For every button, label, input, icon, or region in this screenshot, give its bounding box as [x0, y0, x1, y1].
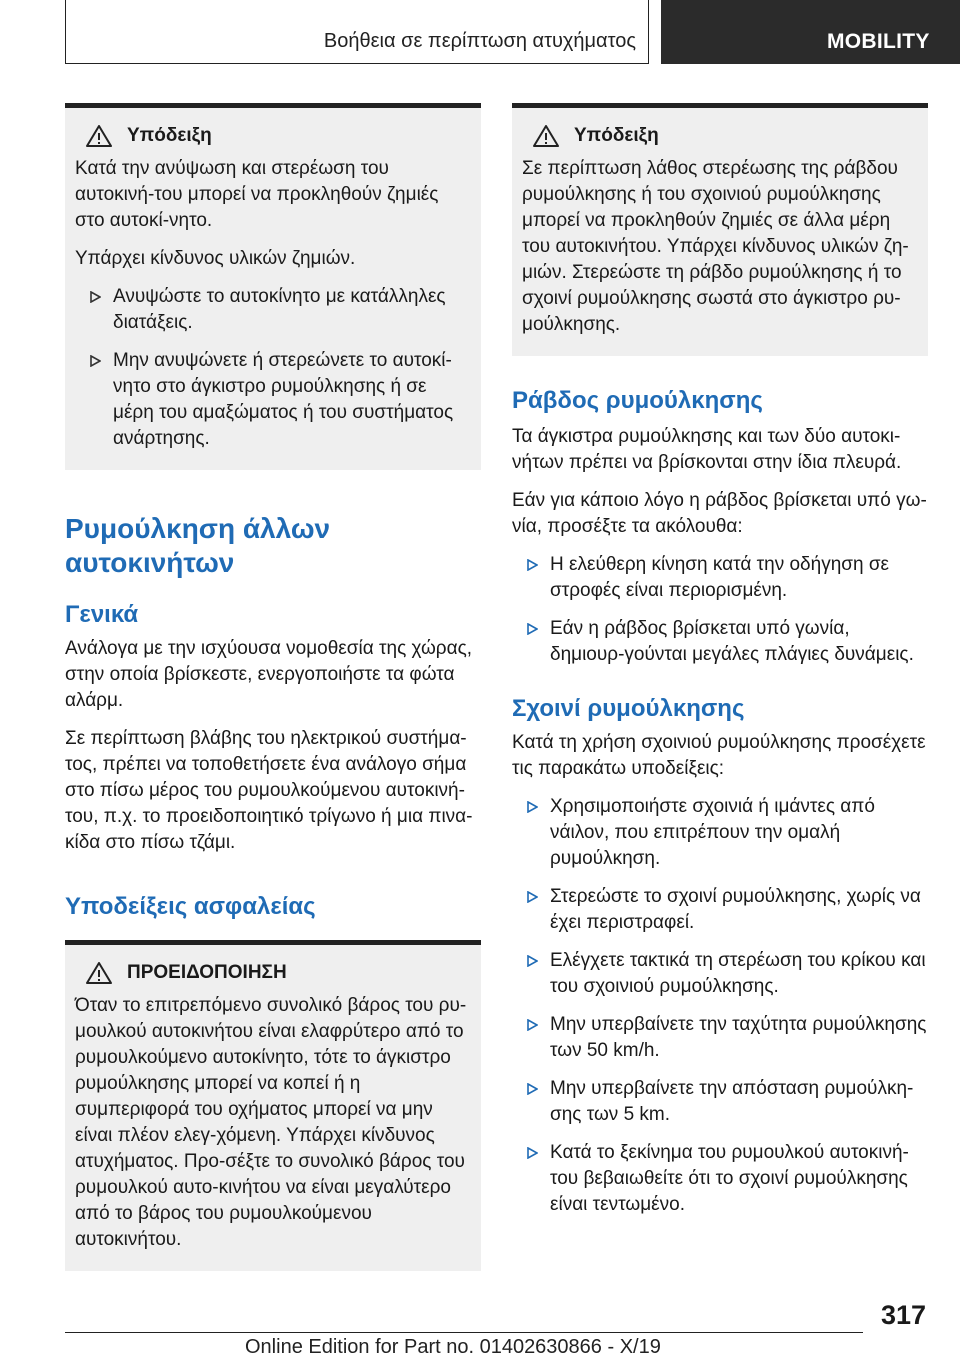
tow-bar-paragraph: Εάν για κάποιο λόγο η ράβδος βρίσκεται υπό γω-νία, προσέξτε τα ακόλουθα:	[512, 490, 927, 537]
footer-divider	[65, 1332, 863, 1333]
heading-towing-other-vehicles: Ρυμούλκηση άλλων αυτοκινήτων	[65, 513, 331, 578]
warning-paragraph: Όταν το επιτρεπόμενο συνολικό βάρος του ρυ-μουλκού αυτοκινήτου είναι ελαφρύτερο από το ρυμουλκούμενο αυτοκίνητο, τότε το άγκιστρο ρυμούλκησης μπορεί να κοπεί ή η συμπεριφορά του οχήματος μπορεί να μην είναι πλέον ελεγ-χόμενη. Υπάρχει κίνδυνος ατυχήματος. Προ-σέξτε το συνολικό βάρος του ρυμουλκού αυτο-κινήτου να είναι μεγαλύτερο από το βάρος του ρυμουλκούμενου αυτοκινήτου.	[75, 995, 467, 1250]
tow-rope-list	[512, 794, 928, 1218]
heading-general: Γενικά	[65, 601, 139, 628]
note-list	[75, 284, 471, 452]
note-box-tow-bar	[512, 103, 928, 356]
header-mobility-tab: MOBILITY	[661, 0, 960, 64]
warning-triangle-icon	[532, 124, 560, 148]
triangle-bullet-icon	[526, 623, 538, 635]
warning-box	[65, 940, 481, 1271]
list-item: Στερεώστε το σχοινί ρυμούλκησης, χωρίς να έχει περιστραφεί.	[512, 884, 928, 936]
triangle-bullet-icon	[526, 955, 538, 967]
list-item: Η ελεύθερη κίνηση κατά την οδήγηση σε στροφές είναι περιορισμένη.	[512, 552, 928, 604]
list-item: Χρησιμοποιήστε σχοινιά ή ιμάντες από νάιλον, που επιτρέπουν την ομαλή ρυμούλκηση.	[512, 794, 928, 872]
heading-tow-rope: Σχοινί ρυμούλκησης	[512, 695, 745, 722]
list-item: Μην υπερβαίνετε την απόσταση ρυμούλκη-σης των 5 km.	[512, 1076, 928, 1128]
triangle-bullet-icon	[526, 801, 538, 813]
triangle-bullet-icon	[89, 291, 101, 303]
list-item: Μην υπερβαίνετε την ταχύτητα ρυμούλκησης των 50 km/h.	[512, 1012, 928, 1064]
triangle-bullet-icon	[526, 1019, 538, 1031]
header-section-title: Βοήθεια σε περίπτωση ατυχήματος	[323, 30, 636, 52]
list-item: Κατά το ξεκίνημα του ρυμουλκού αυτοκινή-του βεβαιωθείτε ότι το σχοινί ρυμούλκησης είναι τεντωμένο.	[512, 1140, 928, 1218]
list-item: Εάν η ράβδος βρίσκεται υπό γωνία, δημιουρ-γούνται μεγάλες πλάγιες δυνάμεις.	[512, 616, 928, 668]
warning-triangle-icon	[85, 961, 113, 985]
note-title: Υπόδειξη	[574, 125, 659, 146]
tow-bar-paragraph: Τα άγκιστρα ρυμούλκησης και των δύο αυτοκι-νήτων πρέπει να βρίσκονται στην ίδια πλευρά.	[512, 426, 902, 473]
tow-bar-list	[512, 552, 928, 668]
note-paragraph: Σε περίπτωση λάθος στερέωσης της ράβδου ρυμούλκησης ή του σχοινιού ρυμούλκησης μπορεί να προκληθούν ζημιές σε άλλα μέρη του αυτοκινήτου. Υπάρχει κίνδυνος υλικών ζη-μιών. Στερεώστε τη ράβδο ρυμούλκησης ή το σχοινί ρυμούλκησης σωστά στο άγκιστρο ρυ-μούλκησης.	[522, 158, 909, 335]
list-item: Μην ανυψώνετε ή στερεώνετε το αυτοκί-νητο στο άγκιστρο ρυμούλκησης ή σε μέρη του αμαξώματος ή του συστήματος ανάρτησης.	[75, 348, 471, 452]
right-column	[512, 103, 928, 1218]
page-number: 317	[880, 1300, 926, 1330]
left-column	[65, 103, 481, 1271]
list-item: Ελέγχετε τακτικά τη στερέωση του κρίκου και του σχοινιού ρυμούλκησης.	[512, 948, 928, 1000]
note-title: Υπόδειξη	[127, 125, 212, 146]
triangle-bullet-icon	[526, 891, 538, 903]
header-section-box	[65, 0, 649, 64]
heading-safety-notes: Υποδείξεις ασφαλείας	[65, 893, 316, 920]
general-paragraph: Σε περίπτωση βλάβης του ηλεκτρικού συστήμα-τος, πρέπει να τοποθετήσετε ένα ανάλογο σήμα στο πίσω μέρος του ρυμουλκούμενου αυτοκινή-του, π.χ. το προειδοποιητικό τρίγωνο ή μια πινα-κίδα στο πίσω τζάμι.	[65, 728, 473, 853]
heading-tow-bar: Ράβδος ρυμούλκησης	[512, 387, 763, 414]
list-item: Ανυψώστε το αυτοκίνητο με κατάλληλες διατάξεις.	[75, 284, 471, 336]
footer-edition-text: Online Edition for Part no. 01402630866 - X/19	[245, 1336, 661, 1358]
triangle-bullet-icon	[526, 1147, 538, 1159]
general-paragraph: Ανάλογα με την ισχύουσα νομοθεσία της χώρας, στην οποία βρίσκεστε, ενεργοποιήστε τα φώτα αλάρμ.	[65, 638, 473, 711]
note-paragraph: Υπάρχει κίνδυνος υλικών ζημιών.	[75, 248, 356, 269]
warning-triangle-icon	[85, 124, 113, 148]
tow-rope-paragraph: Κατά τη χρήση σχοινιού ρυμούλκησης προσέχετε τις παρακάτω υποδείξεις:	[512, 732, 926, 779]
warning-title: ΠΡΟΕΙΔΟΠΟΙΗΣΗ	[127, 962, 287, 983]
triangle-bullet-icon	[526, 559, 538, 571]
triangle-bullet-icon	[89, 355, 101, 367]
triangle-bullet-icon	[526, 1083, 538, 1095]
note-paragraph: Κατά την ανύψωση και στερέωση του αυτοκινή-του μπορεί να προκληθούν ζημιές στο αυτοκί-νητο.	[75, 158, 439, 231]
note-box-lifting	[65, 103, 481, 470]
